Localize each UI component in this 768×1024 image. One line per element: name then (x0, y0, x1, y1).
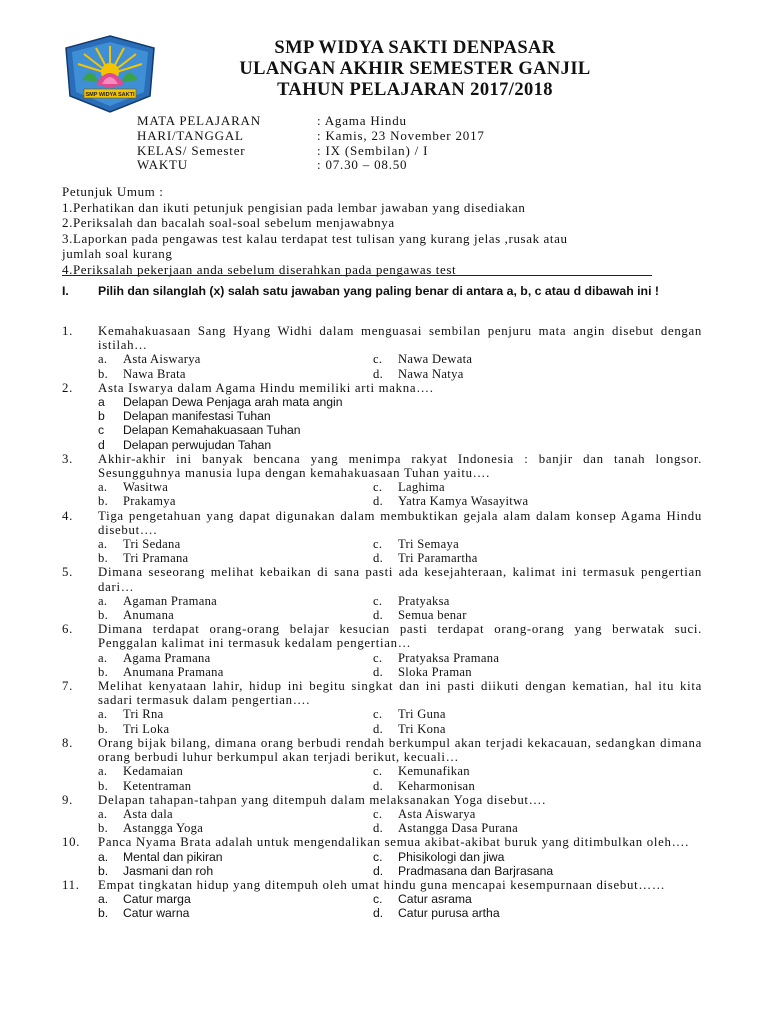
option-text: Delapan Dewa Penjaga arah mata angin (123, 395, 343, 410)
option-text: Catur purusa artha (398, 906, 500, 921)
question-number: 2. (62, 380, 73, 395)
option (373, 864, 653, 878)
option-text: Delapan perwujudan Tahan (123, 437, 272, 452)
option-text: Nawa Natya (398, 366, 464, 381)
option-letter: b. (98, 608, 109, 623)
info-value: : Agama Hindu (317, 113, 407, 128)
option-text: Anumana Pramana (123, 664, 224, 679)
option (373, 779, 653, 793)
question-text: Delapan tahapan-tahpan yang ditempuh dalam melaksanakan Yoga disebut…. (98, 792, 547, 807)
option-text: Ketentraman (123, 778, 192, 793)
option-text: Pratyaksa (398, 593, 450, 608)
section-text: Pilih dan silanglah (x) salah satu jawaban yang paling benar di antara a, b, c atau d dibawah ini ! (98, 284, 659, 298)
option-letter: b. (98, 664, 109, 679)
option-text: Nawa Dewata (398, 352, 473, 367)
info-value: : IX (Sembilan) / I (317, 142, 429, 158)
question-text: Melihat kenyataan lahir, hidup ini begitu singkat dan ini pasti diikuti dengan kematian, hal itu kita sadari termasuk dalam pengertian…. (98, 679, 702, 708)
option-text: Delapan Kemahakuasaan Tuhan (123, 423, 301, 438)
option-letter: c (98, 423, 105, 438)
option-letter: c. (373, 892, 383, 907)
question (62, 324, 702, 381)
option (373, 722, 653, 736)
option (98, 395, 702, 409)
option-letter: d. (373, 721, 384, 736)
question (62, 679, 702, 736)
option-text: Kemunafikan (398, 764, 470, 779)
option-text: Tri Rna (123, 707, 164, 722)
option-text: Asta dala (123, 806, 173, 821)
question-text: Akhir-akhir ini banyak bencana yang menimpa rakyat Indonesia : banjir dan tanah longsor. Sesungguhnya manusia lupa dengan kemahakuasaan Tuhan yaitu…. (98, 451, 702, 481)
option-text: Nawa Brata (123, 366, 186, 381)
option-letter: c. (373, 707, 383, 722)
question-list (62, 324, 702, 921)
option-text: Phisikologi dan jiwa (398, 849, 505, 864)
question (62, 565, 702, 622)
option-letter: c. (373, 537, 383, 552)
option (98, 864, 373, 878)
option-text: Astangga Yoga (123, 821, 204, 836)
option-letter: a. (98, 650, 108, 665)
option-letter: b. (98, 863, 109, 878)
option-text: Mental dan pikiran (123, 849, 223, 864)
option-text: Semua benar (398, 608, 467, 623)
option-letter: d. (373, 366, 384, 381)
option (373, 892, 653, 906)
option (98, 608, 373, 622)
option-text: Yatra Kamya Wasayitwa (398, 494, 529, 509)
option (98, 665, 373, 679)
option-text: Astangga Dasa Purana (398, 821, 519, 836)
option (373, 821, 653, 835)
question-number: 3. (62, 451, 73, 466)
info-label: WAKTU (137, 157, 188, 173)
question-number: 6. (62, 622, 73, 637)
option-text: Tri Pramana (123, 551, 189, 566)
instructions-title: Petunjuk Umum : (62, 184, 164, 199)
question-number: 8. (62, 735, 73, 750)
option-letter: d (98, 437, 105, 452)
option (373, 651, 653, 665)
option (98, 594, 373, 608)
instruction-line: 3.Laporkan pada pengawas test kalau terdapat test tulisan yang kurang jelas ,rusak atau (62, 230, 568, 246)
question-text: Asta Iswarya dalam Agama Hindu memiliki arti makna…. (98, 380, 434, 395)
option-letter: a. (98, 480, 108, 495)
option-letter: d. (373, 821, 384, 836)
option-letter: c. (373, 480, 383, 495)
option-letter: a. (98, 593, 108, 608)
option (98, 764, 373, 778)
option (373, 906, 653, 920)
option (98, 906, 373, 920)
option-text: Keharmonisan (398, 778, 476, 793)
option-letter: d. (373, 863, 384, 878)
option-letter: c. (373, 849, 383, 864)
option (98, 537, 373, 551)
option-letter: a. (98, 764, 108, 779)
option-letter: d. (373, 664, 384, 679)
info-value: : Kamis, 23 November 2017 (317, 127, 485, 143)
option-letter: c. (373, 352, 383, 367)
question (62, 793, 702, 836)
option-letter: b (98, 409, 105, 424)
option-letter: d. (373, 494, 384, 509)
option (373, 764, 653, 778)
option-letter: b. (98, 366, 109, 381)
option-letter: a (98, 395, 105, 410)
option-letter: a. (98, 537, 108, 552)
option-letter: a. (98, 352, 108, 367)
question-text: Empat tingkatan hidup yang ditempuh oleh umat hindu guna mencapai kesempurnaan disebut…… (98, 877, 666, 892)
school-name: SMP WIDYA SAKTI DENPASAR (274, 38, 556, 58)
option (373, 494, 653, 508)
option-letter: b. (98, 906, 109, 921)
option-letter: b. (98, 494, 109, 509)
option-text: Asta Aiswarya (398, 806, 476, 821)
option-letter: c. (373, 593, 383, 608)
instruction-line: 2.Periksalah dan bacalah soal-soal sebelum menjawabnya (62, 215, 395, 230)
option-text: Tri Paramartha (398, 551, 478, 566)
exam-info (137, 114, 485, 173)
option-text: Catur asrama (398, 892, 472, 907)
option-text: Tri Guna (398, 707, 446, 722)
option (373, 480, 653, 494)
instruction-line: 4.Periksalah pekerjaan anda sebelum diserahkan pada pengawas test (62, 261, 457, 277)
option (373, 352, 653, 366)
option (373, 594, 653, 608)
info-label: KELAS/ Semester (137, 142, 246, 158)
option-letter: c. (373, 806, 383, 821)
option-letter: a. (98, 892, 109, 907)
option (373, 707, 653, 721)
school-year: TAHUN PELAJARAN 2017/2018 (277, 80, 553, 100)
option (98, 722, 373, 736)
info-row-time (137, 158, 485, 173)
question-number: 7. (62, 679, 73, 694)
option-text: Agaman Pramana (123, 593, 218, 608)
question-number: 4. (62, 508, 73, 523)
option-text: Laghima (398, 480, 445, 495)
option (98, 651, 373, 665)
option-letter: b. (98, 721, 109, 736)
option (98, 367, 373, 381)
option-text: Prakamya (123, 494, 176, 509)
option (98, 409, 702, 423)
logo-caption: SMP WIDYA SAKTI (85, 92, 135, 98)
question-text: Dimana terdapat orang-orang belajar kesucian pasti terdapat orang-orang yang berwatak suci. Penggalan kalimat ini termasuk kedalam pengertian… (98, 622, 702, 651)
option (98, 850, 373, 864)
info-row-date (137, 129, 485, 144)
school-logo (62, 34, 158, 114)
section-number: I. (62, 284, 69, 298)
option (98, 707, 373, 721)
option-text: Sloka Praman (398, 664, 472, 679)
option-text: Catur warna (123, 906, 190, 921)
option (373, 608, 653, 622)
info-label: HARI/TANGGAL (137, 127, 244, 143)
option (98, 438, 702, 452)
option-text: Tri Sedana (123, 537, 181, 552)
general-instructions (62, 184, 662, 277)
option-text: Jasmani dan roh (123, 863, 214, 878)
question-text: Panca Nyama Brata adalah untuk mengendalikan semua akibat-akibat buruk yang ditimbulkan oleh…. (98, 835, 690, 850)
option-letter: d. (373, 778, 384, 793)
option (373, 367, 653, 381)
option-text: Asta Aiswarya (123, 352, 201, 367)
question-text: Dimana seseorang melihat kebaikan di sana pasti ada kesejahteraan, kalimat ini termasuk pengertian dari… (98, 565, 702, 594)
option (98, 807, 373, 821)
option-letter: a. (98, 806, 108, 821)
info-value: : 07.30 – 08.50 (317, 157, 408, 173)
question (62, 835, 702, 878)
option-letter: d. (373, 551, 384, 566)
instruction-line: 1.Perhatikan dan ikuti petunjuk pengisian pada lembar jawaban yang disediakan (62, 199, 526, 215)
option-letter: d. (373, 906, 384, 921)
option (98, 352, 373, 366)
option (373, 537, 653, 551)
option-text: Anumana (123, 608, 175, 623)
question (62, 381, 702, 452)
option (373, 850, 653, 864)
instruction-line: jumlah soal kurang (62, 246, 173, 261)
option-letter: c. (373, 764, 383, 779)
option (373, 665, 653, 679)
question (62, 878, 702, 921)
option (98, 551, 373, 565)
question-number: 1. (62, 324, 73, 338)
option-text: Delapan manifestasi Tuhan (123, 409, 271, 424)
option-letter: a. (98, 849, 109, 864)
option-text: Agama Pramana (123, 650, 211, 665)
question-number: 5. (62, 565, 73, 580)
option-letter: d. (373, 608, 384, 623)
option-text: Kedamaian (123, 764, 184, 779)
question (62, 509, 702, 566)
option-letter: c. (373, 650, 383, 665)
option-text: Tri Semaya (398, 537, 459, 552)
option (98, 821, 373, 835)
option-text: Tri Kona (398, 721, 446, 736)
info-row-subject (137, 114, 485, 129)
option (98, 480, 373, 494)
divider-line (62, 275, 652, 276)
option-letter: b. (98, 778, 109, 793)
option-text: Catur marga (123, 892, 191, 907)
question (62, 622, 702, 679)
option-text: Pratyaksa Pramana (398, 650, 500, 665)
option (98, 779, 373, 793)
question-text: Kemahakuasaan Sang Hyang Widhi dalam menguasai sembilan penjuru mata angin disebut dengan istilah… (98, 324, 702, 353)
question-number: 11. (62, 877, 80, 892)
option-text: Tri Loka (123, 721, 170, 736)
exam-header (150, 38, 680, 101)
option (98, 423, 702, 437)
question-number: 9. (62, 792, 73, 807)
exam-title: ULANGAN AKHIR SEMESTER GANJIL (239, 59, 591, 79)
option (98, 892, 373, 906)
option-letter: a. (98, 707, 108, 722)
option-text: Pradmasana dan Barjrasana (398, 863, 554, 878)
question (62, 736, 702, 793)
info-row-class (137, 144, 485, 159)
option-letter: b. (98, 551, 109, 566)
info-label: MATA PELAJARAN (137, 113, 261, 128)
question-number: 10. (62, 835, 81, 850)
question-text: Tiga pengetahuan yang dapat digunakan dalam membuktikan gejala alam dalam konsep Agama Hindu disebut…. (98, 508, 702, 537)
option (373, 807, 653, 821)
option (98, 494, 373, 508)
question-text: Orang bijak bilang, dimana orang berbudi rendah berkumpul akan terjadi kekacauan, sedangkan dimana orang berbudi luhur berkumpul akan terjadi berikut, kecuali… (98, 735, 702, 765)
option-letter: b. (98, 821, 109, 836)
option (373, 551, 653, 565)
option-text: Wasitwa (123, 480, 169, 495)
question (62, 452, 702, 509)
